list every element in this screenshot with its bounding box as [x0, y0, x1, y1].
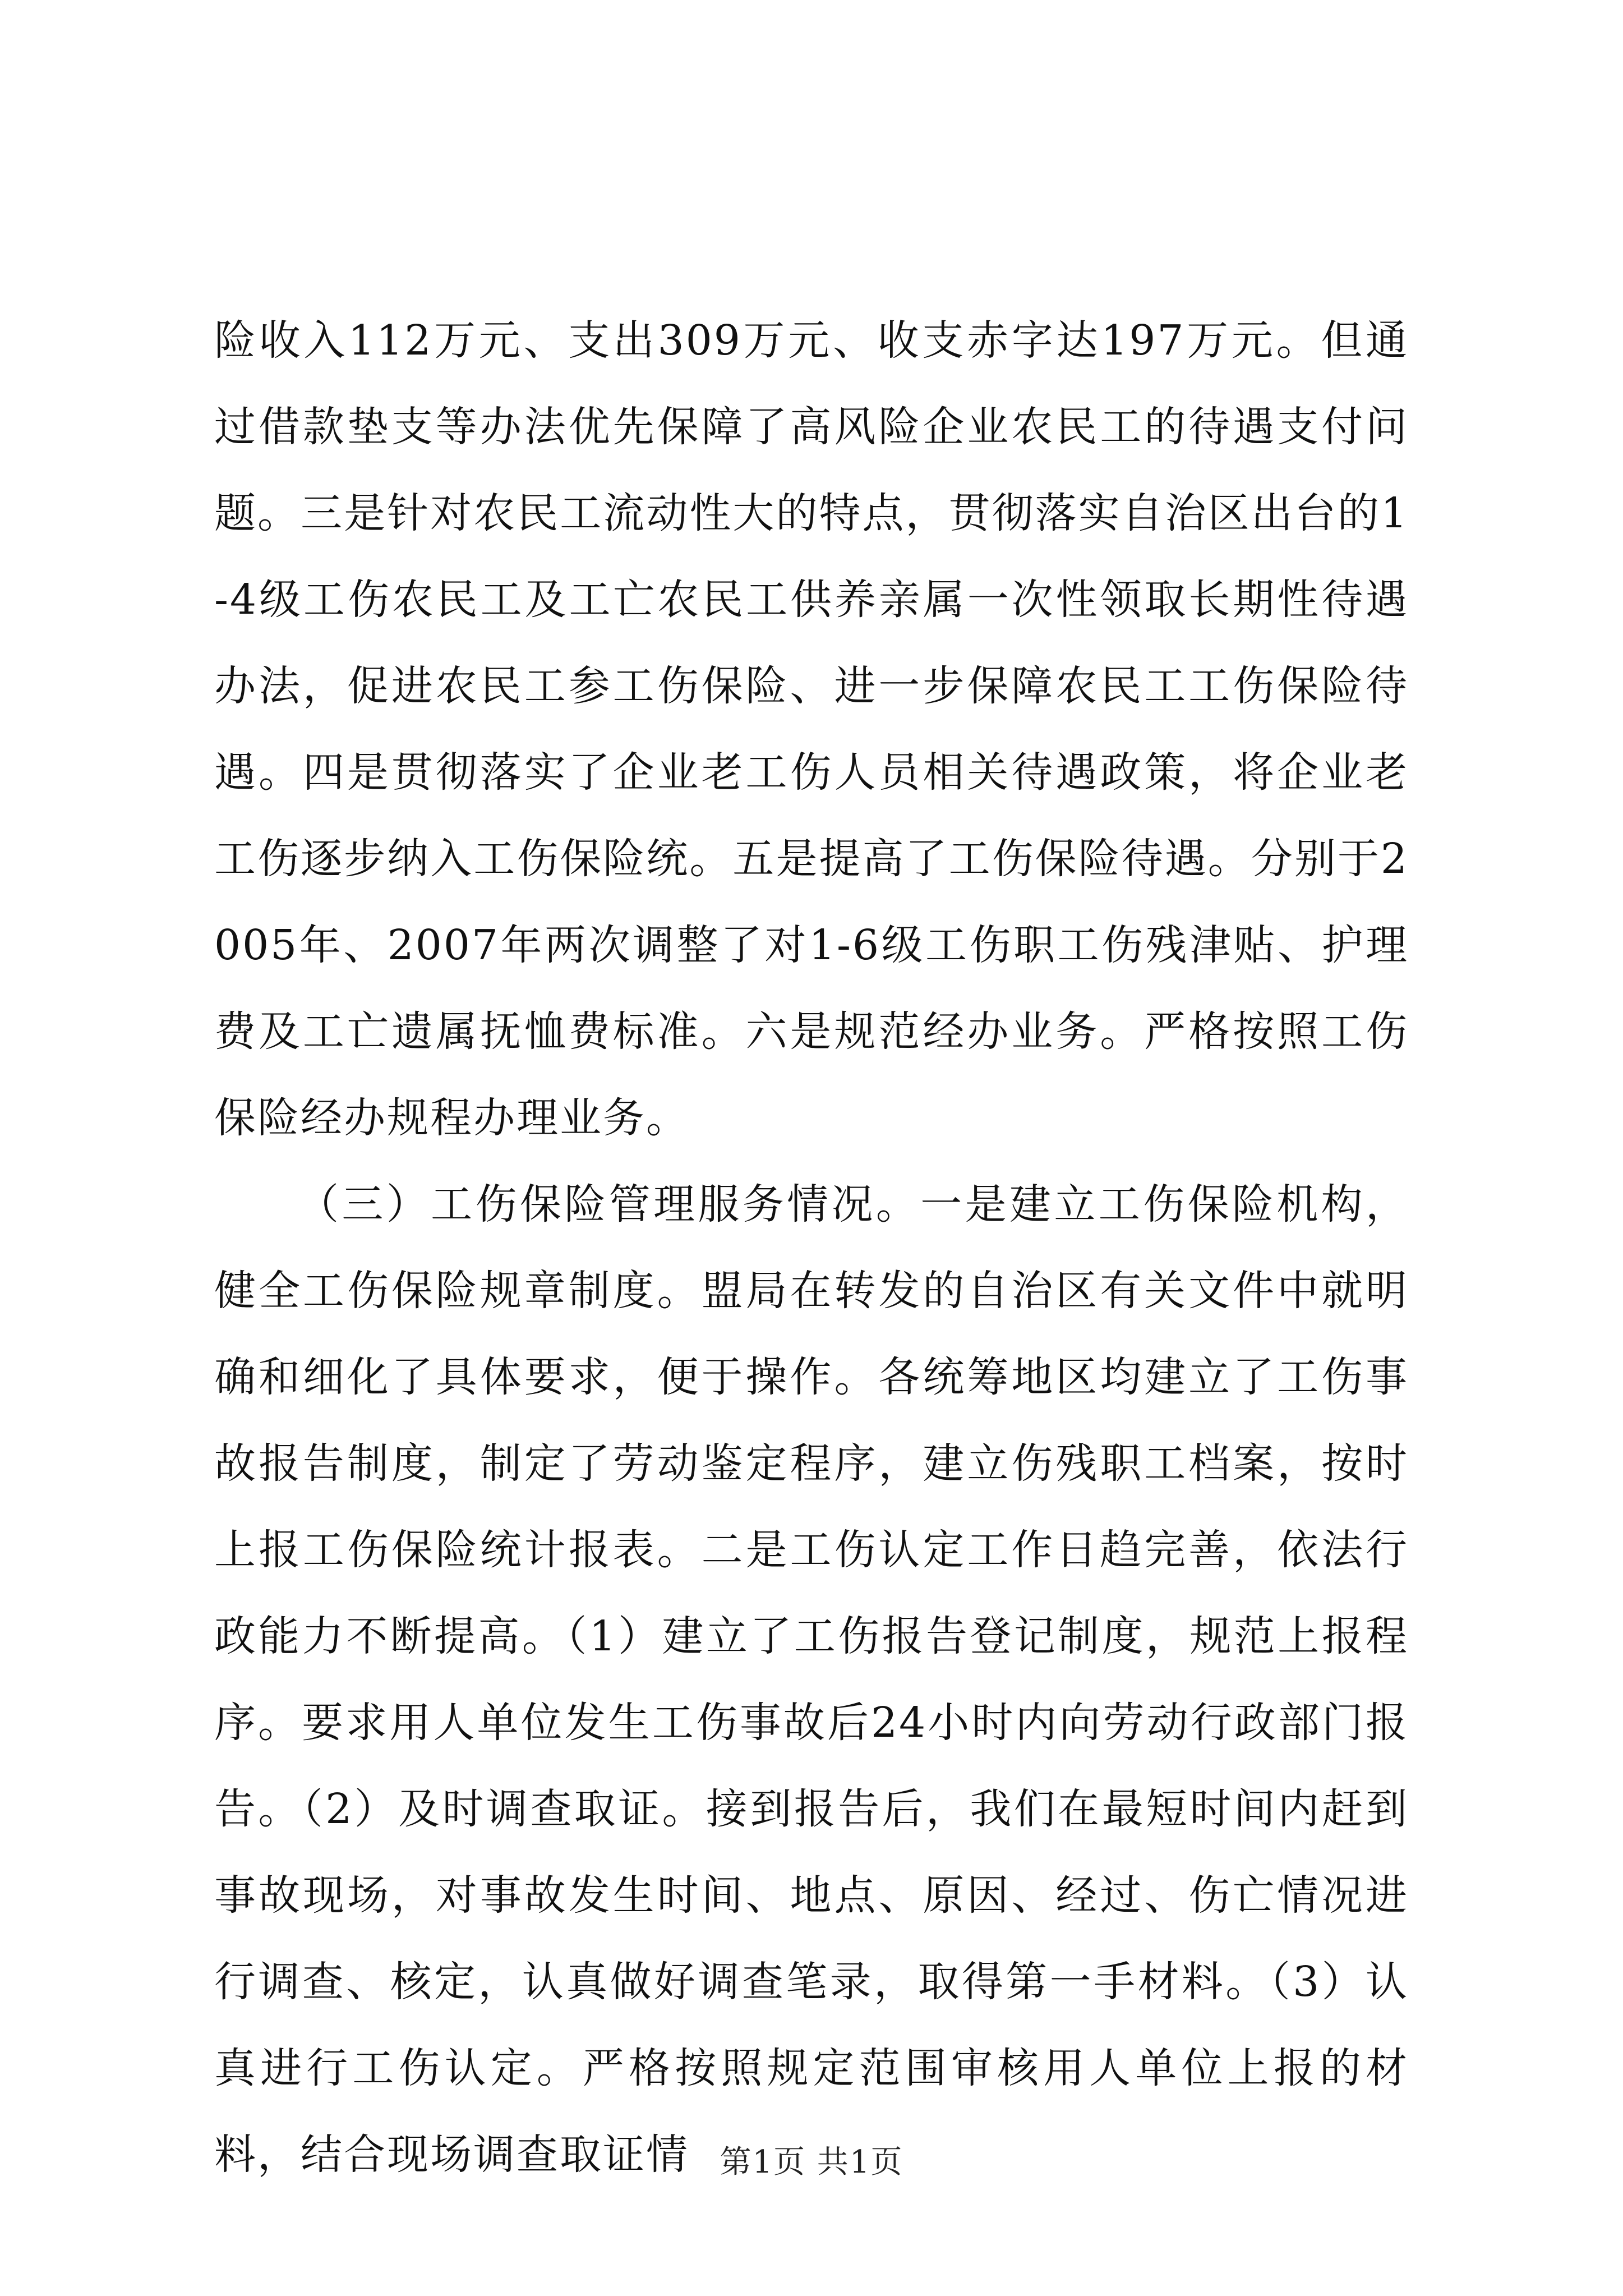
paragraph-continued: 险收入112万元、支出309万元、收支赤字达197万元。但通过借款垫支等办法优先保障了高风险企业农民工的待遇支付问题。三是针对农民工流动性大的特点，贯彻落实自治区出台的1-4级工伤农民工及工亡农民工供养亲属一次性领取长期性待遇办法，促进农民工参工伤保险、进一步保障农民工工伤保险待遇。四是贯彻落实了企业老工伤人员相关待遇政策，将企业老工伤逐步纳入工伤保险统。五是提高了工伤保险待遇。分别于2005年、2007年两次调整了对1-6级工伤职工伤残津贴、护理费及工亡遗属抚恤费标准。六是规范经办业务。严格按照工伤保险经办规程办理业务。	[214, 316, 1409, 1142]
document-body	[214, 297, 1409, 2198]
paragraph-section-three: （三）工伤保险管理服务情况。一是建立工伤保险机构，健全工伤保险规章制度。盟局在转发的自治区有关文件中就明确和细化了具体要求，便于操作。各统筹地区均建立了工伤事故报告制度，制定了劳动鉴定程序，建立伤残职工档案，按时上报工伤保险统计报表。二是工伤认定工作日趋完善，依法行政能力不断提高。（1）建立了工伤报告登记制度，规范上报程序。要求用人单位发生工伤事故后24小时内向劳动行政部门报告。（2）及时调查取证。接到报告后，我们在最短时间内赶到事故现场，对事故发生时间、地点、原因、经过、伤亡情况进行调查、核定，认真做好调查笔录，取得第一手材料。（3）认真进行工伤认定。严格按照规定范围审核用人单位上报的材料，结合现场调查取证情	[214, 1180, 1409, 2179]
page-footer: 第1页 共1页	[720, 2144, 903, 2180]
